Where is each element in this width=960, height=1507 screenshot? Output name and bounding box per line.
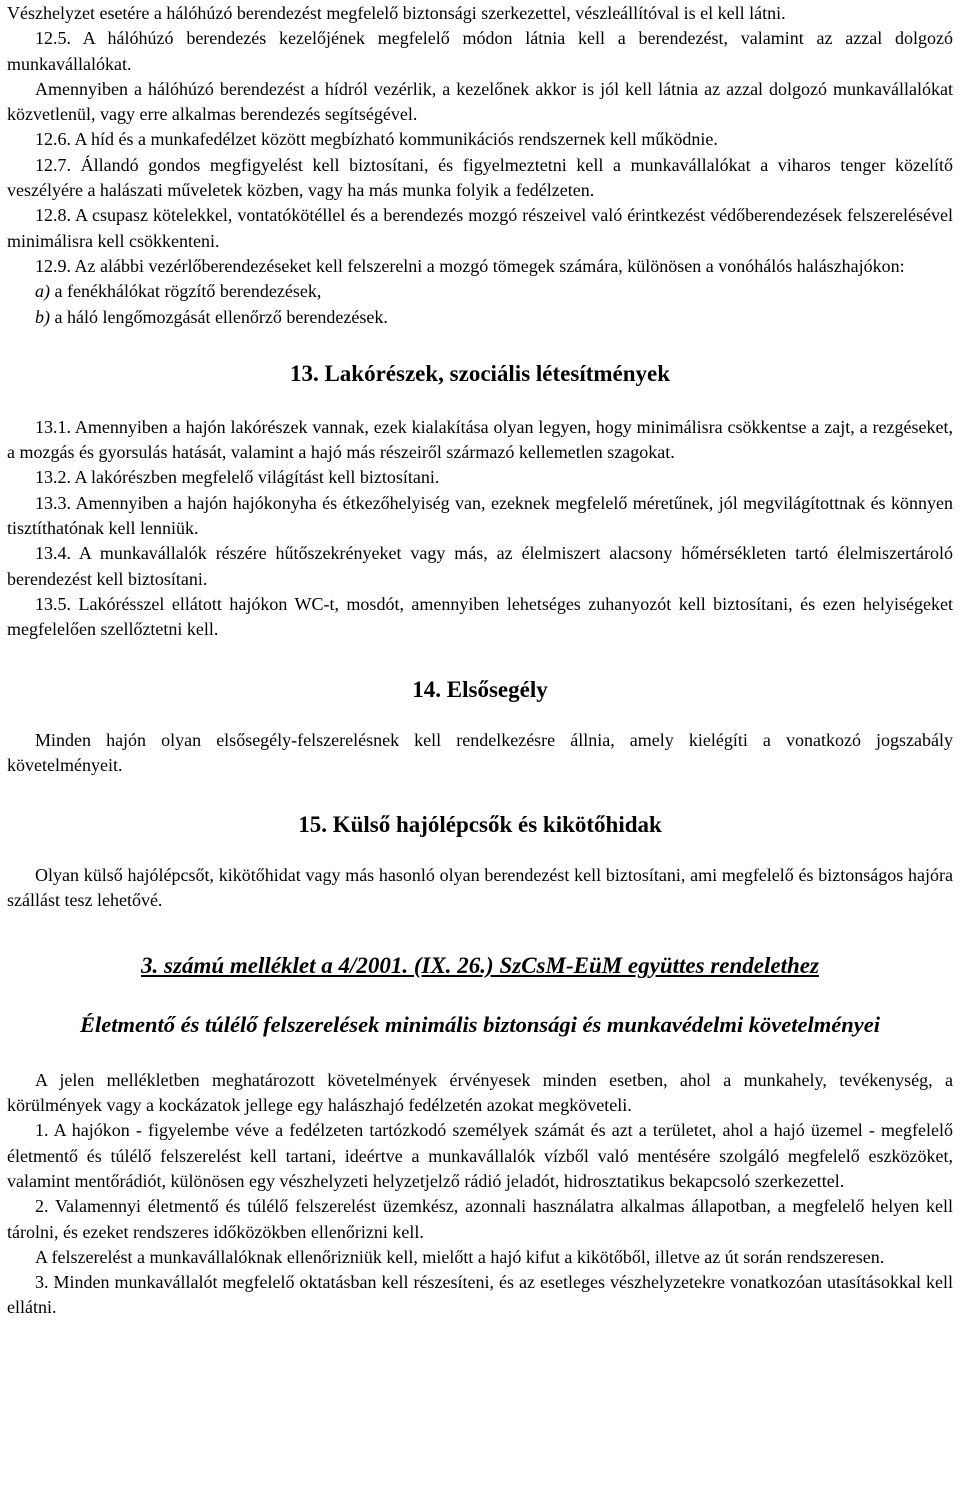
paragraph-12-8: 12.8. A csupasz kötelekkel, vontatókötéllel és a berendezés mozgó részeivel való érintkezést védőberendezések felszerelésével minimálisra kell csökkenteni. bbox=[7, 205, 953, 251]
list-item-a bbox=[7, 279, 953, 304]
list-item-b-letter: b) bbox=[35, 306, 50, 327]
paragraph-12-5: 12.5. A hálóhúzó berendezés kezelőjének megfelelő módon látnia kell a berendezést, valamint az azzal dolgozó munkavállalókat. bbox=[7, 28, 953, 74]
paragraph-13-5: 13.5. Lakórésszel ellátott hajókon WC-t, mosdót, amennyiben lehetséges zuhanyozót kell biztosítani, és ezen helyiségeket megfelelően szellőztetni kell. bbox=[7, 593, 953, 640]
list-item-b-text: a háló lengőmozgását ellenőrző berendezések. bbox=[50, 306, 388, 327]
list-item-b bbox=[7, 305, 953, 330]
list-item-a-letter: a) bbox=[35, 281, 50, 302]
paragraph-13-3: 13.3. Amennyiben a hajón hajókonyha és étkezőhelyiség van, ezeknek megfelelő méretűnek, jól megvilágítottnak és könnyen tisztíthatónak kell lenniük. bbox=[7, 492, 953, 539]
document-page bbox=[7, 1, 953, 1321]
paragraph-annex-3: 3. Minden munkavállalót megfelelő oktatásban kell részesíteni, és az esetleges vészhelyzetekre vonatkozóan utasításokkal kell ellátni. bbox=[7, 1272, 953, 1318]
paragraph-annex-1: 1. A hajókon - figyelembe véve a fedélzeten tartózkodó személyek számát és azt a területet, ahol a hajó üzemel - megfelelő életmentő és túlélő felszerelést kell tartani, ideértve a munkavállalók vízből való mentésére szolgáló megfelelő eszközöket, valamint mentőrádiót, különösen egy vészhelyzeti helyzetjelző rádió jeladót, hidrosztatikus bekapcsoló szerkezettel. bbox=[7, 1120, 953, 1191]
heading-section-14: 14. Elsősegély bbox=[412, 676, 548, 702]
paragraph-14-1: Minden hajón olyan elsősegély-felszerelésnek kell rendelkezésre állnia, amely kielégíti a vonatkozó jogszabály követelményeit. bbox=[7, 729, 953, 775]
annex-subtitle: Életmentő és túlélő felszerelések minimális biztonsági és munkavédelmi követelményei bbox=[80, 1011, 880, 1037]
paragraph-12-5-bridge: Amennyiben a hálóhúzó berendezést a hídról vezérlik, a kezelőnek akkor is jól kell látnia az azzal dolgozó munkavállalókat közvetlenül, vagy erre alkalmas berendezés segítségével. bbox=[7, 78, 953, 125]
paragraph-12-9: 12.9. Az alábbi vezérlőberendezéseket kell felszerelni a mozgó tömegek számára, különösen a vonóhálós halászhajókon: bbox=[35, 255, 905, 276]
heading-section-13: 13. Lakórészek, szociális létesítmények bbox=[289, 360, 671, 386]
paragraph-annex-2b: A felszerelést a munkavállalóknak ellenőrizniük kell, mielőtt a hajó kifut a kikötőből, illetve az út során rendszeresen. bbox=[35, 1246, 885, 1267]
paragraph-15-1: Olyan külső hajólépcsőt, kikötőhidat vagy más hasonló olyan berendezést kell biztosítani, ami megfelelő és biztonságos hajóra szállást tesz lehetővé. bbox=[7, 865, 953, 911]
heading-section-15: 15. Külső hajólépcsők és kikötőhidak bbox=[298, 812, 662, 838]
paragraph-12-6: 12.6. A híd és a munkafedélzet között megbízható kommunikációs rendszernek kell működnie. bbox=[35, 129, 718, 150]
annex-title: 3. számú melléklet a 4/2001. (IX. 26.) SzCsM-EüM együttes rendelethez bbox=[141, 952, 819, 978]
paragraph-13-1: 13.1. Amennyiben a hajón lakórészek vannak, ezek kialakítása olyan legyen, hogy minimálisra csökkentse a zajt, a rezgéseket, a mozgás és gyorsulás hatását, valamint a hajó más részeiről származó kellemetlen szagokat. bbox=[7, 416, 953, 463]
list-item-a-text: a fenékhálókat rögzítő berendezések, bbox=[50, 281, 322, 302]
paragraph-13-2: 13.2. A lakórészben megfelelő világítást kell biztosítani. bbox=[35, 467, 440, 488]
paragraph-annex-intro: A jelen mellékletben meghatározott követelmények érvényesek minden esetben, ahol a munkahely, tevékenység, a körülmények vagy a kockázatok jellege egy halászhajó fedélzetén azokat megköveteli. bbox=[7, 1069, 953, 1116]
paragraph-annex-2: 2. Valamennyi életmentő és túlélő felszerelést üzemkész, azonnali használatra alkalmas állapotban, a megfelelő helyen kell tárolni, és ezeket rendszeres időközökben ellenőrizni kell. bbox=[7, 1196, 953, 1242]
paragraph-13-4: 13.4. A munkavállalók részére hűtőszekrényeket vagy más, az élelmiszert alacsony hőmérsékleten tartó élelmiszertároló berendezést kell biztosítani. bbox=[7, 543, 953, 589]
paragraph-emergency-stop: Vészhelyzet esetére a hálóhúzó berendezést megfelelő biztonsági szerkezettel, vészleállítóval is el kell látni. bbox=[7, 3, 786, 23]
paragraph-12-7: 12.7. Állandó gondos megfigyelést kell biztosítani, és figyelmeztetni kell a munkavállalókat a viharos tenger közelítő veszélyére a halászati műveletek közben, vagy ha más munka folyik a fedélzeten. bbox=[7, 154, 953, 201]
